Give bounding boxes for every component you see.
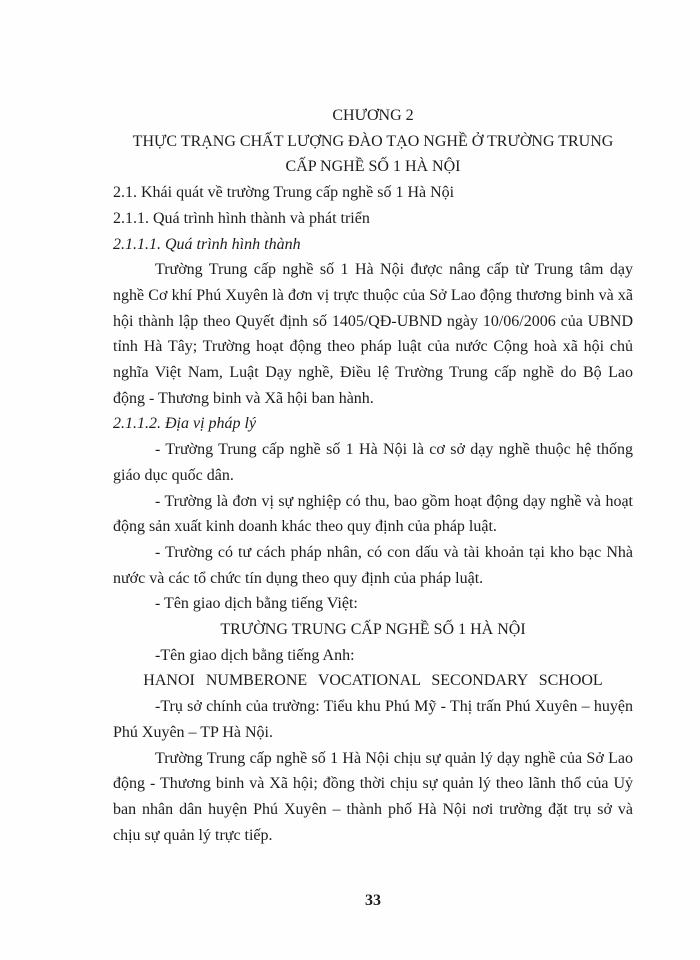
page-number: 33 xyxy=(365,892,381,909)
paragraph-address: -Trụ sở chính của trường: Tiểu khu Phú Mỹ - Thị trấn Phú Xuyên – huyện Phú Xuyên – TP Hà Nội. xyxy=(113,698,633,741)
paragraph-legal-item-3: - Trường có tư cách pháp nhân, có con dấu và tài khoản tại kho bạc Nhà nước và các tổ chức tín dụng theo quy định của pháp luật. xyxy=(113,543,633,587)
label-vietnamese-name: - Tên giao dịch bằng tiếng Việt: xyxy=(155,595,358,613)
chapter-title-line2: CẤP NGHỀ SỐ 1 HÀ NỘI xyxy=(285,158,461,176)
section-heading-2-1-1: 2.1.1. Quá trình hình thành và phát triển xyxy=(113,209,370,227)
section-heading-2-1-1-2: 2.1.1.2. Địa vị pháp lý xyxy=(113,415,257,433)
paragraph-management: Trường Trung cấp nghề số 1 Hà Nội chịu sự quản lý dạy nghề của Sở Lao động - Thương binh và Xã hội; đồng thời chịu sự quản lý theo lãnh thổ của Uỷ ban nhân dân huyện Phú Xuyên – thành phố Hà Nội nơi trường đặt trụ sở và chịu sự quản lý trực tiếp. xyxy=(113,749,633,844)
school-name-english: HANOI NUMBERONE VOCATIONAL SECONDARY SCHOOL xyxy=(143,672,603,690)
chapter-heading: CHƯƠNG 2 xyxy=(332,107,414,124)
label-english-name: -Tên giao dịch bằng tiếng Anh: xyxy=(155,646,355,664)
chapter-title-line1: THỰC TRẠNG CHẤT LƯỢNG ĐÀO TẠO NGHỀ Ở TRƯỜNG TRUNG xyxy=(132,132,614,150)
paragraph-legal-item-2: - Trường là đơn vị sự nghiệp có thu, bao gồm hoạt động dạy nghề và hoạt động sản xuất kinh doanh khác theo quy định của pháp luật. xyxy=(113,492,633,536)
section-heading-2-1: 2.1. Khái quát về trường Trung cấp nghề số 1 Hà Nội xyxy=(113,184,455,202)
section-heading-2-1-1-1: 2.1.1.1. Quá trình hình thành xyxy=(113,235,301,253)
paragraph-legal-item-1: - Trường Trung cấp nghề số 1 Hà Nội là cơ sở dạy nghề thuộc hệ thống giáo dục quốc dân. xyxy=(113,441,633,484)
school-name-vietnamese: TRƯỜNG TRUNG CẤP NGHỀ SỐ 1 HÀ NỘI xyxy=(220,621,526,639)
page-content xyxy=(113,103,633,848)
paragraph-formation: Trường Trung cấp nghề số 1 Hà Nội được nâng cấp từ Trung tâm dạy nghề Cơ khí Phú Xuyên là đơn vị trực thuộc của Sở Lao động thương binh và xã hội thành lập theo Quyết định số 1405/QĐ-UBND ngày 10/06/2006 của UBND tỉnh Hà Tây; Trường hoạt động theo pháp luật của nước Cộng hoà xã hội chủ nghĩa Việt Nam, Luật Dạy nghề, Điều lệ Trường Trung cấp nghề do Bộ Lao động - Thương binh và Xã hội ban hành. xyxy=(113,261,633,407)
